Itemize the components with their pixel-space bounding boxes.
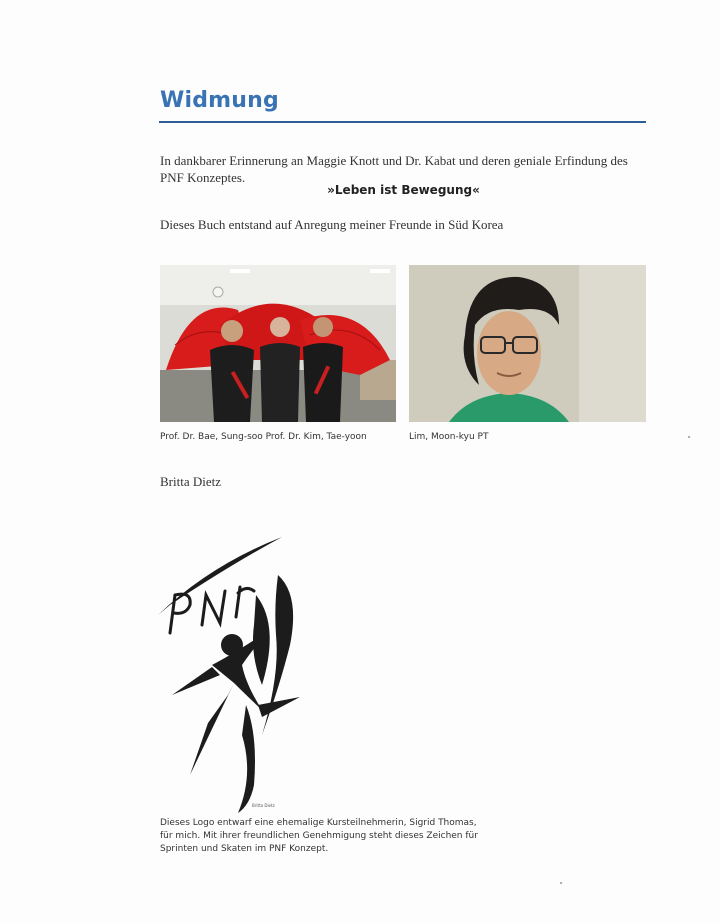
- scan-speck: [688, 436, 690, 438]
- group-photo-caption: Prof. Dr. Bae, Sung-soo Prof. Dr. Kim, Tae-yoon: [160, 432, 367, 442]
- title-rule: [159, 121, 646, 123]
- portrait-photo: [409, 265, 646, 422]
- pnf-logo: [150, 535, 320, 815]
- author-name: Britta Dietz: [160, 474, 222, 489]
- pnf-logo-graphic: [150, 535, 320, 815]
- logo-signature: Britta Dietz: [252, 803, 275, 808]
- group-photo-image: [160, 265, 396, 422]
- portrait-photo-caption: Lim, Moon-kyu PT: [409, 432, 489, 442]
- motto: »Leben ist Bewegung«: [327, 183, 480, 197]
- page-title: Widmung: [160, 88, 279, 113]
- inspiration-text: Dieses Buch entstand auf Anregung meiner Freunde in Süd Korea: [160, 217, 504, 232]
- logo-description: Dieses Logo entwarf eine ehemalige Kursteilnehmerin, Sigrid Thomas, für mich. Mit ihrer freundlichen Genehmigung steht dieses Zeichen für Sprinten und Skaten im PNF Konzept.: [160, 818, 478, 854]
- dedication-text: In dankbarer Erinnerung an Maggie Knott und Dr. Kabat und deren geniale Erfindung des PNF Konzeptes.: [160, 153, 628, 185]
- scan-speck: [560, 882, 562, 884]
- group-photo: [160, 265, 396, 422]
- portrait-photo-image: [409, 265, 646, 422]
